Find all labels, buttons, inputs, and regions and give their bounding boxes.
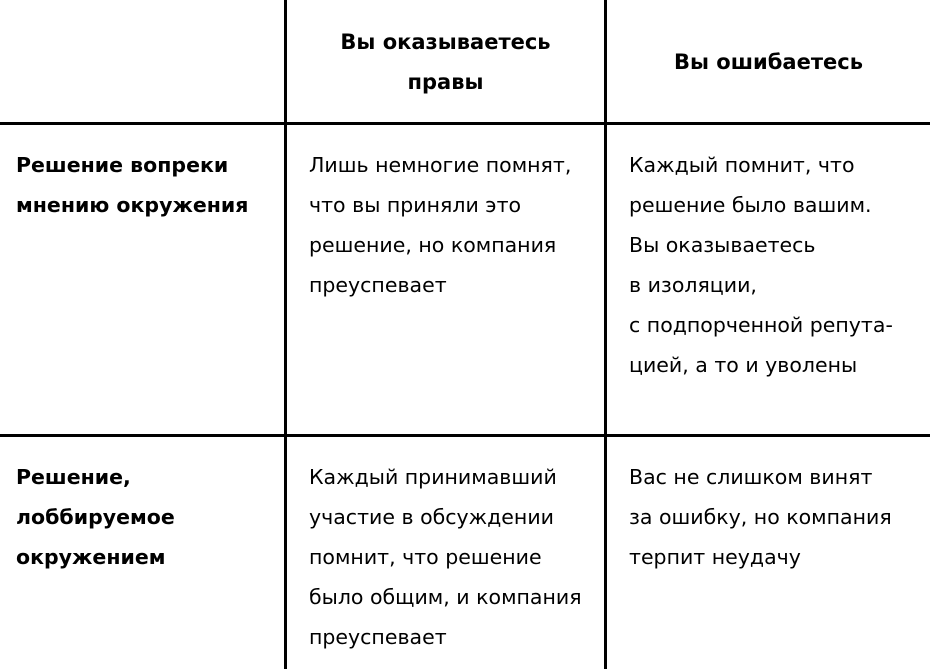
row2-right-line-1: Каждый принимавший [309, 465, 557, 489]
cell-row2-wrong [607, 437, 930, 669]
row2-label-line-3: окружением [16, 545, 166, 569]
cell-row1-wrong [607, 125, 930, 437]
row2-wrong-line-2: за ошибку, но компания [629, 505, 892, 529]
row1-wrong-line-6: цией, а то и уволены [629, 353, 858, 377]
row2-wrong-line-1: Вас не слишком винят [629, 465, 873, 489]
table-row [0, 125, 930, 437]
row2-label-line-2: лоббируемое [16, 505, 175, 529]
row2-right-line-4: было общим, и компания [309, 585, 582, 609]
table-row [0, 437, 930, 669]
row1-label-line-1: Решение вопреки [16, 153, 229, 177]
row1-wrong-line-2: решение было вашим. [629, 193, 872, 217]
header-cell-right [287, 0, 607, 125]
row-label-lobbied-by-environment [0, 437, 287, 669]
header-cell-empty [0, 0, 287, 125]
row2-right-line-5: преуспевает [309, 625, 447, 649]
row2-right-line-2: участие в обсуждении [309, 505, 554, 529]
row1-wrong-line-5: с подпорченной репута- [629, 313, 893, 337]
row1-wrong-line-1: Каждый помнит, что [629, 153, 855, 177]
row1-right-line-4: преуспевает [309, 273, 447, 297]
row-label-against-environment [0, 125, 287, 437]
row1-right-line-1: Лишь немногие помнят, [309, 153, 572, 177]
cell-row1-right [287, 125, 607, 437]
row1-wrong-line-4: в изоляции, [629, 273, 757, 297]
row1-wrong-line-3: Вы оказываетесь [629, 233, 816, 257]
header-wrong-line-1: Вы ошибаетесь [674, 50, 863, 74]
header-right-line-2: правы [407, 70, 484, 94]
table-header-row [0, 0, 930, 125]
header-right-line-1: Вы оказываетесь [340, 30, 551, 54]
row1-right-line-3: решение, но компания [309, 233, 557, 257]
row2-label-line-1: Решение, [16, 465, 131, 489]
row1-right-line-2: что вы приняли это [309, 193, 522, 217]
row1-label-line-2: мнению окружения [16, 193, 249, 217]
cell-row2-right [287, 437, 607, 669]
row2-right-line-3: помнит, что решение [309, 545, 542, 569]
header-cell-wrong [607, 0, 930, 125]
row2-wrong-line-3: терпит неудачу [629, 545, 801, 569]
